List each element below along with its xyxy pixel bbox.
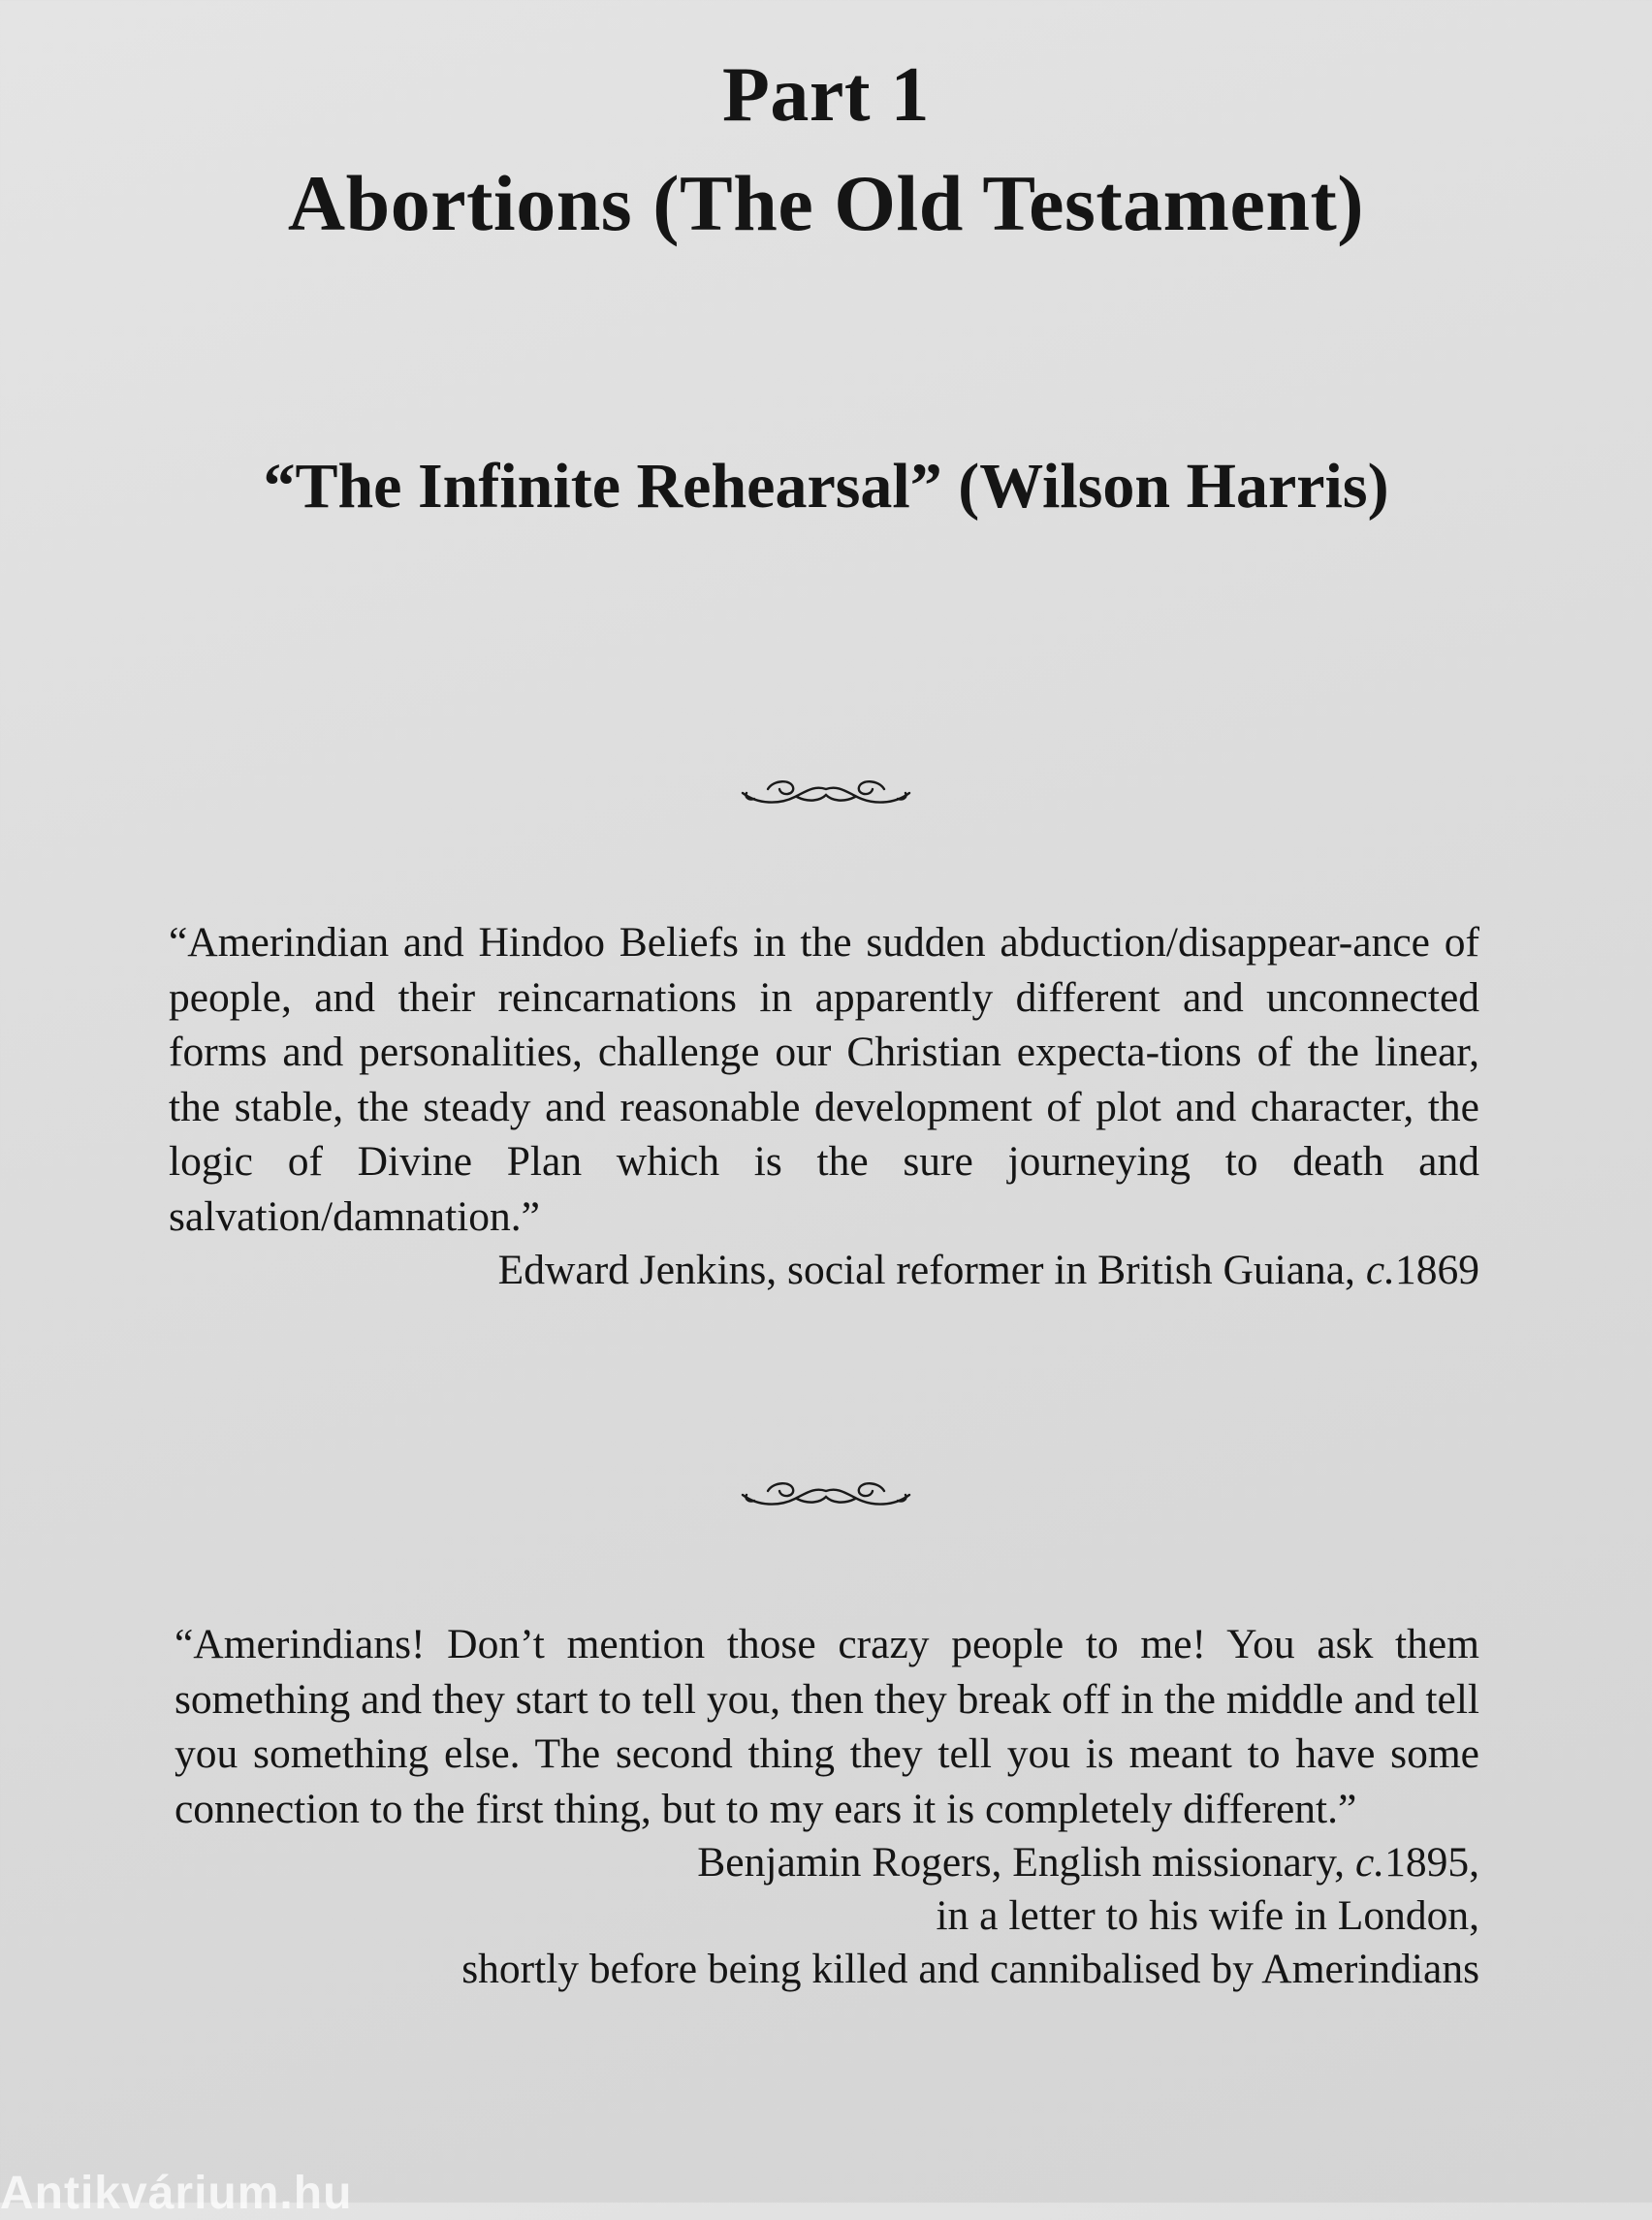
quote-block-rogers <box>175 1617 1479 1996</box>
flourish-icon <box>0 1477 1652 1517</box>
circa-abbrev: c. <box>1365 1247 1395 1293</box>
quote-attribution <box>175 1836 1479 1889</box>
part-label: Part 1 <box>721 52 930 138</box>
part-title: Abortions (The Old Testament) <box>287 159 1365 247</box>
attribution-line-3: shortly before being killed and cannibalised by Amerindians <box>461 1946 1479 1992</box>
quote-text: “Amerindian and Hindoo Beliefs in the sudden abduction/disappear-ance of people, and their reincarnations in apparently different and unconnected forms and personalities, challenge our Christian expecta-tions of the linear, the stable, the steady and reasonable development of plot and character, the logic of Divine Plan which is the sure journeying to death and salvation/damnation.” <box>169 919 1479 1240</box>
watermark: Antikvárium.hu <box>0 2168 353 2219</box>
attribution-text: Edward Jenkins, social reformer in British Guiana, <box>497 1247 1366 1293</box>
section-subtitle: “The Infinite Rehearsal” (Wilson Harris) <box>263 451 1389 522</box>
attribution-year: 1869 <box>1395 1247 1479 1293</box>
attribution-text: Benjamin Rogers, English missionary, <box>697 1839 1355 1886</box>
quote-attribution <box>169 1244 1479 1297</box>
attribution-year: 1895, <box>1384 1839 1479 1886</box>
quote-block-jenkins <box>169 915 1479 1297</box>
quote-text: “Amerindians! Don’t mention those crazy people to me! You ask them something and they start to tell you, then they break off in the middle and tell you something else. The second thing they tell you is meant to have some connection to the first thing, but to my ears it is completely different.” <box>175 1621 1479 1832</box>
circa-abbrev: c. <box>1354 1839 1385 1886</box>
flourish-icon <box>0 776 1652 815</box>
attribution-line-2: in a letter to his wife in London, <box>936 1892 1479 1939</box>
